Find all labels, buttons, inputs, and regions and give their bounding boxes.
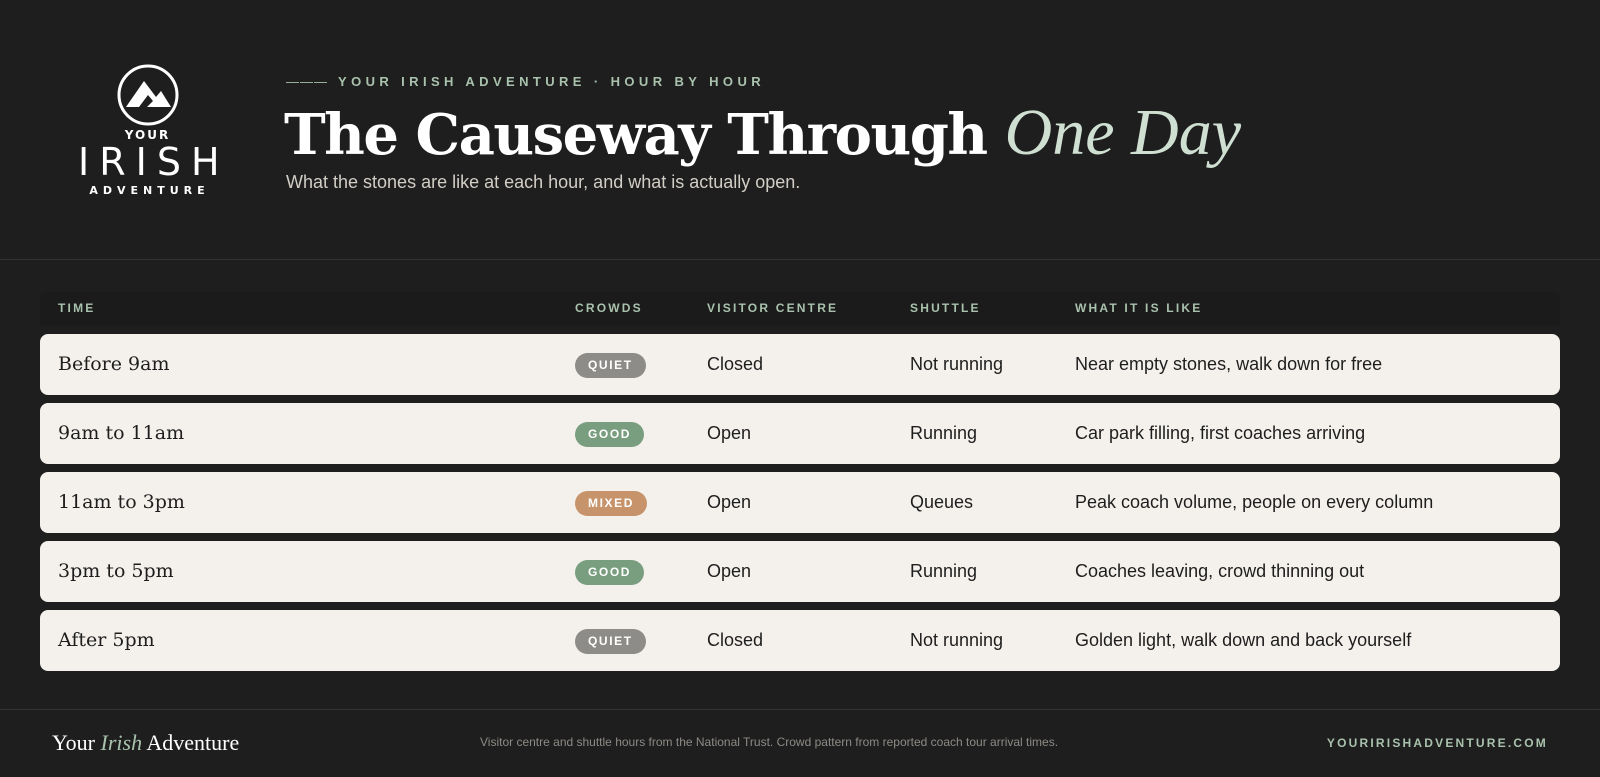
footer-brand-start: Your	[52, 730, 101, 755]
footer-brand-accent: Irish	[100, 730, 143, 755]
visitor-centre-cell: Open	[707, 561, 752, 581]
column-header-what-it-is-like: WHAT IT IS LIKE	[1075, 301, 1203, 315]
crowd-badge: GOOD	[575, 560, 644, 585]
page-title	[284, 96, 1241, 172]
table-row	[40, 403, 1560, 464]
eyebrow-dash: ———	[286, 74, 328, 89]
source-note: Visitor centre and shuttle hours from the National Trust. Crowd pattern from reported coach tour arrival times.	[480, 735, 1059, 749]
time-cell: 9am to 11am	[58, 422, 185, 444]
shuttle-cell: Queues	[910, 492, 974, 512]
what-it-is-like-cell: Golden light, walk down and back yourself	[1075, 630, 1412, 650]
time-cell: 11am to 3pm	[58, 491, 185, 513]
footer-brand-end: Adventure	[142, 730, 240, 755]
table-row	[40, 610, 1560, 671]
shuttle-cell: Running	[910, 561, 978, 581]
table-header	[40, 292, 1560, 326]
eyebrow-text: YOUR IRISH ADVENTURE · HOUR BY HOUR	[338, 74, 766, 89]
column-header-time: TIME	[58, 301, 96, 315]
shuttle-cell: Running	[910, 423, 978, 443]
logo-adventure: ADVENTURE	[89, 184, 210, 197]
shuttle-cell: Not running	[910, 630, 1004, 650]
logo-irish: IRISH	[78, 140, 230, 184]
visitor-centre-cell: Closed	[707, 630, 764, 650]
table-row	[40, 541, 1560, 602]
table-row	[40, 472, 1560, 533]
crowd-badge: GOOD	[575, 422, 644, 447]
column-header-crowds: CROWDS	[575, 301, 643, 315]
what-it-is-like-cell: Coaches leaving, crowd thinning out	[1075, 561, 1365, 581]
visitor-centre-cell: Open	[707, 423, 752, 443]
column-header-shuttle: SHUTTLE	[910, 301, 981, 315]
crowd-badge: MIXED	[575, 491, 647, 516]
time-cell: Before 9am	[58, 353, 170, 375]
time-cell: 3pm to 5pm	[58, 560, 174, 582]
what-it-is-like-cell: Peak coach volume, people on every column	[1075, 492, 1434, 512]
page-footer	[0, 709, 1600, 777]
column-header-visitor-centre: VISITOR CENTRE	[707, 301, 839, 315]
page-subtitle: What the stones are like at each hour, and what is actually open.	[286, 172, 801, 192]
crowd-badge: QUIET	[575, 353, 646, 378]
what-it-is-like-cell: Car park filling, first coaches arriving	[1075, 423, 1366, 443]
eyebrow	[286, 74, 765, 89]
time-cell: After 5pm	[58, 629, 155, 651]
visitor-centre-cell: Closed	[707, 354, 764, 374]
website-link[interactable]: YOURIRISHADVENTURE.COM	[1326, 736, 1548, 750]
title-accent: One Day	[1004, 96, 1242, 169]
logo-your: YOUR	[124, 128, 171, 142]
what-it-is-like-cell: Near empty stones, walk down for free	[1075, 354, 1383, 374]
logo[interactable]	[70, 64, 230, 199]
crowd-badge: QUIET	[575, 629, 646, 654]
table-row	[40, 334, 1560, 395]
shuttle-cell: Not running	[910, 354, 1004, 374]
title-main: The Causeway Through	[284, 102, 1005, 168]
mountain-logo-icon	[117, 64, 179, 126]
page-header	[0, 0, 1600, 260]
visitor-centre-cell: Open	[707, 492, 752, 512]
footer-brand[interactable]	[52, 730, 239, 756]
